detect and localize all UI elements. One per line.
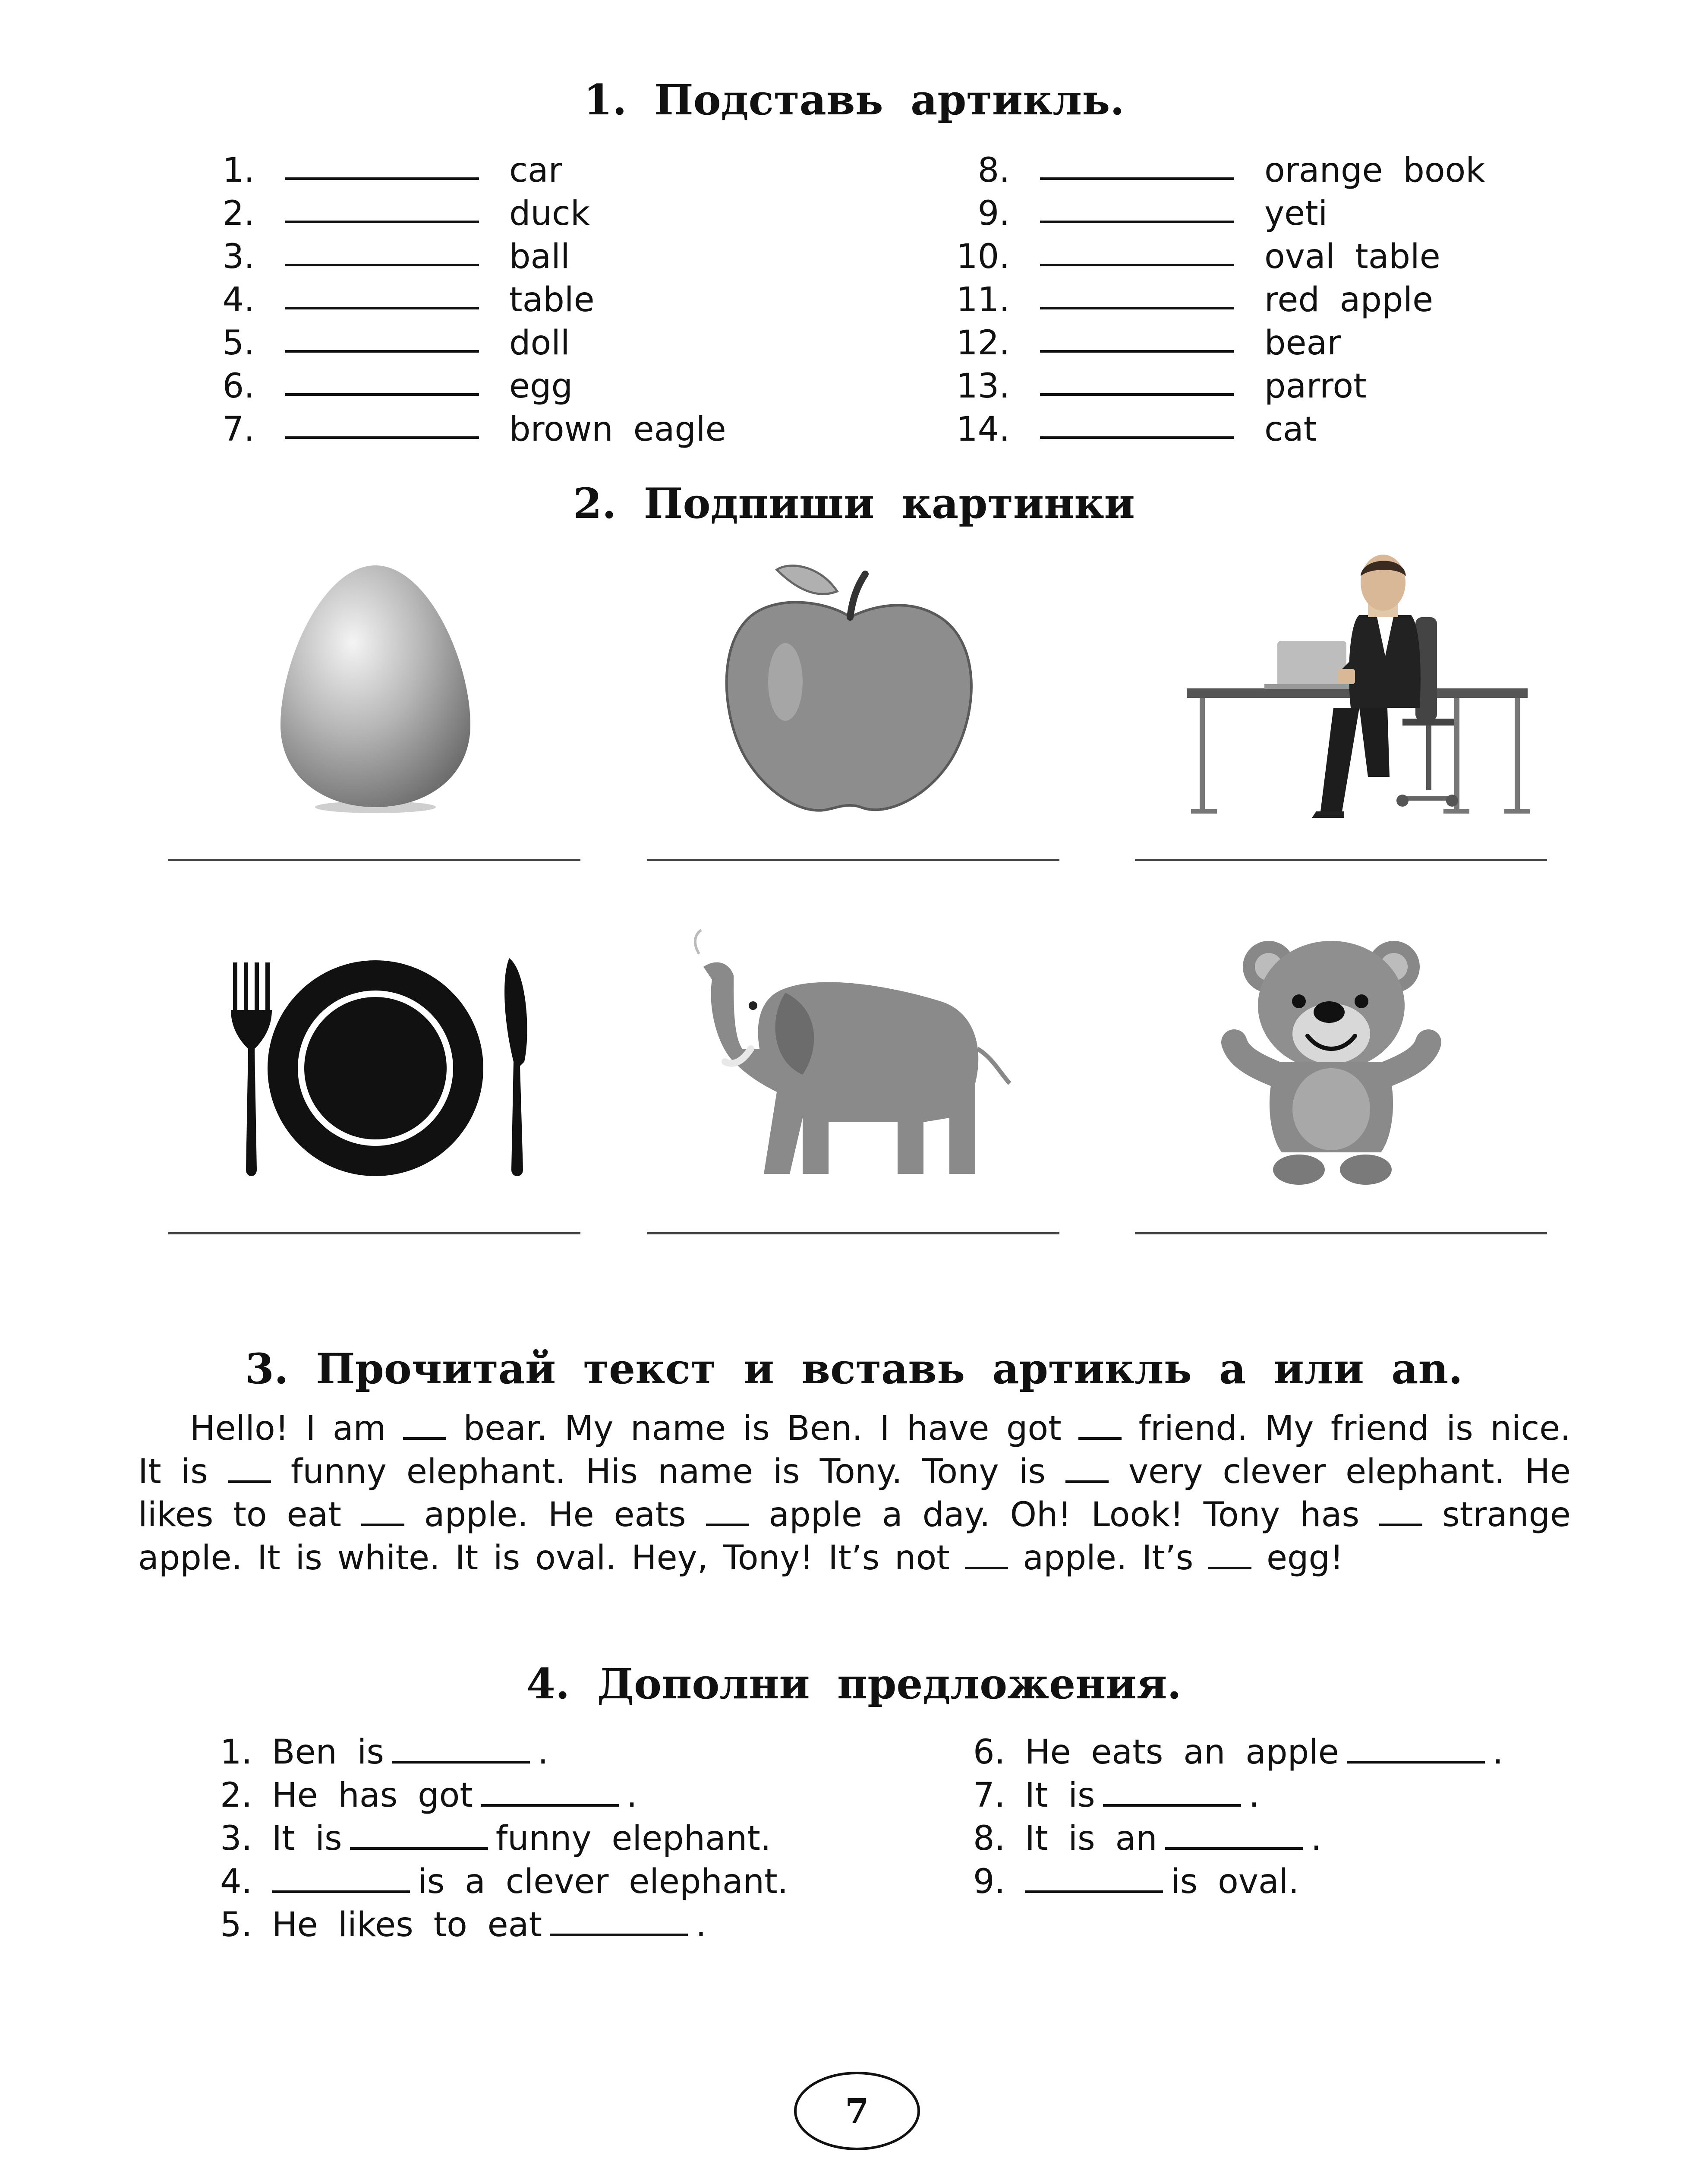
answer-blank[interactable] xyxy=(1347,1744,1485,1764)
item-number: 7. xyxy=(222,410,255,449)
item-number: 14. xyxy=(956,410,1010,449)
sentence-start: It is xyxy=(272,1819,342,1858)
picture-3-answer-line[interactable] xyxy=(1135,859,1547,861)
article-gap[interactable] xyxy=(1379,1511,1422,1526)
item-word: orange book xyxy=(1264,151,1485,190)
sentence-item xyxy=(220,1731,548,1774)
article-gap[interactable] xyxy=(361,1511,404,1526)
section-3-title: 3. Прочитай текст и вставь артикль a или an. xyxy=(245,1344,1463,1393)
sentence-end: funny elephant. xyxy=(495,1819,771,1858)
reading-text xyxy=(138,1407,1571,1580)
item-number: 10. xyxy=(956,237,1010,276)
answer-blank[interactable] xyxy=(1040,177,1234,180)
article-gap[interactable] xyxy=(706,1511,749,1526)
answer-blank[interactable] xyxy=(1040,264,1234,266)
sentence-end: is a clever elephant. xyxy=(418,1862,788,1901)
answer-blank[interactable] xyxy=(1165,1830,1303,1850)
item-word: car xyxy=(509,151,562,190)
item-number: 2. xyxy=(222,194,255,233)
sentence-start: It is an xyxy=(1025,1819,1157,1858)
elephant-picture xyxy=(647,919,1062,1187)
item-number: 9. xyxy=(977,194,1010,233)
picture-1-answer-line[interactable] xyxy=(168,859,580,861)
answer-blank[interactable] xyxy=(1025,1873,1163,1893)
section-1-title: 1. Подставь артикль. xyxy=(583,76,1125,124)
picture-5-answer-line[interactable] xyxy=(647,1232,1059,1234)
item-number: 8. xyxy=(973,1819,1005,1858)
text-part: apple. It’s xyxy=(1008,1539,1209,1577)
answer-blank[interactable] xyxy=(550,1916,688,1936)
sentence-item xyxy=(220,1817,771,1860)
sentence-item xyxy=(220,1903,706,1947)
text-part: Hello! I am xyxy=(190,1409,403,1448)
item-number: 9. xyxy=(973,1862,1005,1901)
section-2-title: 2. Подпиши картинки xyxy=(573,479,1135,528)
section-4-title: 4. Дополни предложения. xyxy=(526,1660,1182,1708)
text-part: apple a day. Oh! Look! Tony has xyxy=(749,1495,1380,1534)
apple-picture xyxy=(647,552,1062,820)
item-number: 6. xyxy=(222,367,255,406)
answer-blank[interactable] xyxy=(285,307,479,309)
article-gap[interactable] xyxy=(228,1467,271,1483)
answer-blank[interactable] xyxy=(285,393,479,396)
answer-blank[interactable] xyxy=(285,350,479,353)
answer-blank[interactable] xyxy=(1103,1787,1241,1807)
item-number: 4. xyxy=(222,281,255,319)
sentence-start: It is xyxy=(1025,1776,1095,1815)
sentence-item xyxy=(973,1731,1503,1774)
item-word: cat xyxy=(1264,410,1317,449)
egg-picture xyxy=(168,552,583,820)
item-word: egg xyxy=(509,367,573,406)
text-part: egg! xyxy=(1251,1539,1344,1577)
item-word: doll xyxy=(509,324,570,363)
item-word: ball xyxy=(509,237,570,276)
sentence-end: . xyxy=(1311,1819,1322,1858)
answer-blank[interactable] xyxy=(1040,307,1234,309)
picture-4-answer-line[interactable] xyxy=(168,1232,580,1234)
item-number: 5. xyxy=(220,1906,252,1944)
item-number: 2. xyxy=(220,1776,252,1815)
item-word: red apple xyxy=(1264,281,1434,319)
item-number: 4. xyxy=(220,1862,252,1901)
sentence-end: . xyxy=(538,1733,548,1772)
item-word: table xyxy=(509,281,595,319)
answer-blank[interactable] xyxy=(1040,350,1234,353)
item-number: 1. xyxy=(220,1733,252,1772)
text-part: very clever elephant. He likes to eat xyxy=(138,1452,1571,1534)
article-gap[interactable] xyxy=(1065,1467,1109,1483)
item-number: 13. xyxy=(956,367,1010,406)
sentence-start: He eats an apple xyxy=(1025,1733,1339,1772)
answer-blank[interactable] xyxy=(350,1830,488,1850)
answer-blank[interactable] xyxy=(285,221,479,223)
answer-blank[interactable] xyxy=(285,264,479,266)
plate-picture xyxy=(168,919,583,1187)
answer-blank[interactable] xyxy=(272,1873,410,1893)
answer-blank[interactable] xyxy=(285,436,479,439)
sentence-end: . xyxy=(1248,1776,1260,1815)
item-number: 7. xyxy=(973,1776,1005,1815)
sentence-start: He has got xyxy=(272,1776,473,1815)
answer-blank[interactable] xyxy=(1040,436,1234,439)
article-gap[interactable] xyxy=(1208,1554,1251,1569)
businessman-picture xyxy=(1135,552,1549,820)
item-number: 1. xyxy=(222,151,255,190)
answer-blank[interactable] xyxy=(1040,393,1234,396)
sentence-end: . xyxy=(626,1776,637,1815)
text-part: strange apple. It is white. It is oval. Hey, Tony! It’s not xyxy=(138,1495,1571,1577)
sentence-item xyxy=(973,1774,1260,1817)
item-number: 6. xyxy=(973,1733,1005,1772)
item-number: 8. xyxy=(977,151,1010,190)
page-number: 7 xyxy=(794,2072,920,2150)
article-gap[interactable] xyxy=(403,1424,446,1440)
text-part: apple. He eats xyxy=(404,1495,706,1534)
item-word: yeti xyxy=(1264,194,1328,233)
answer-blank[interactable] xyxy=(1040,221,1234,223)
item-number: 11. xyxy=(956,281,1010,319)
sentence-start: He likes to eat xyxy=(272,1906,542,1944)
item-word: duck xyxy=(509,194,590,233)
text-part: funny elephant. His name is Tony. Tony is xyxy=(271,1452,1065,1491)
item-number: 12. xyxy=(956,324,1010,363)
sentence-item xyxy=(973,1817,1322,1860)
sentence-end: . xyxy=(1492,1733,1503,1772)
text-part: friend. My friend is nice. It is xyxy=(138,1409,1571,1491)
item-word: brown eagle xyxy=(509,410,726,449)
answer-blank[interactable] xyxy=(392,1744,530,1764)
sentence-item xyxy=(973,1860,1299,1903)
item-number: 3. xyxy=(222,237,255,276)
article-gap[interactable] xyxy=(965,1554,1008,1569)
text-part: bear. My name is Ben. I have got xyxy=(446,1409,1079,1448)
sentence-start: Ben is xyxy=(272,1733,384,1772)
article-gap[interactable] xyxy=(1078,1424,1122,1440)
sentence-item xyxy=(220,1860,788,1903)
picture-2-answer-line[interactable] xyxy=(647,859,1059,861)
teddy-bear-picture xyxy=(1135,919,1549,1187)
item-word: parrot xyxy=(1264,367,1367,406)
sentence-end: is oval. xyxy=(1171,1862,1299,1901)
item-number: 5. xyxy=(222,324,255,363)
item-word: oval table xyxy=(1264,237,1440,276)
sentence-item xyxy=(220,1774,637,1817)
sentence-end: . xyxy=(696,1906,706,1944)
answer-blank[interactable] xyxy=(481,1787,619,1807)
answer-blank[interactable] xyxy=(285,177,479,180)
item-word: bear xyxy=(1264,324,1341,363)
picture-6-answer-line[interactable] xyxy=(1135,1232,1547,1234)
item-number: 3. xyxy=(220,1819,252,1858)
